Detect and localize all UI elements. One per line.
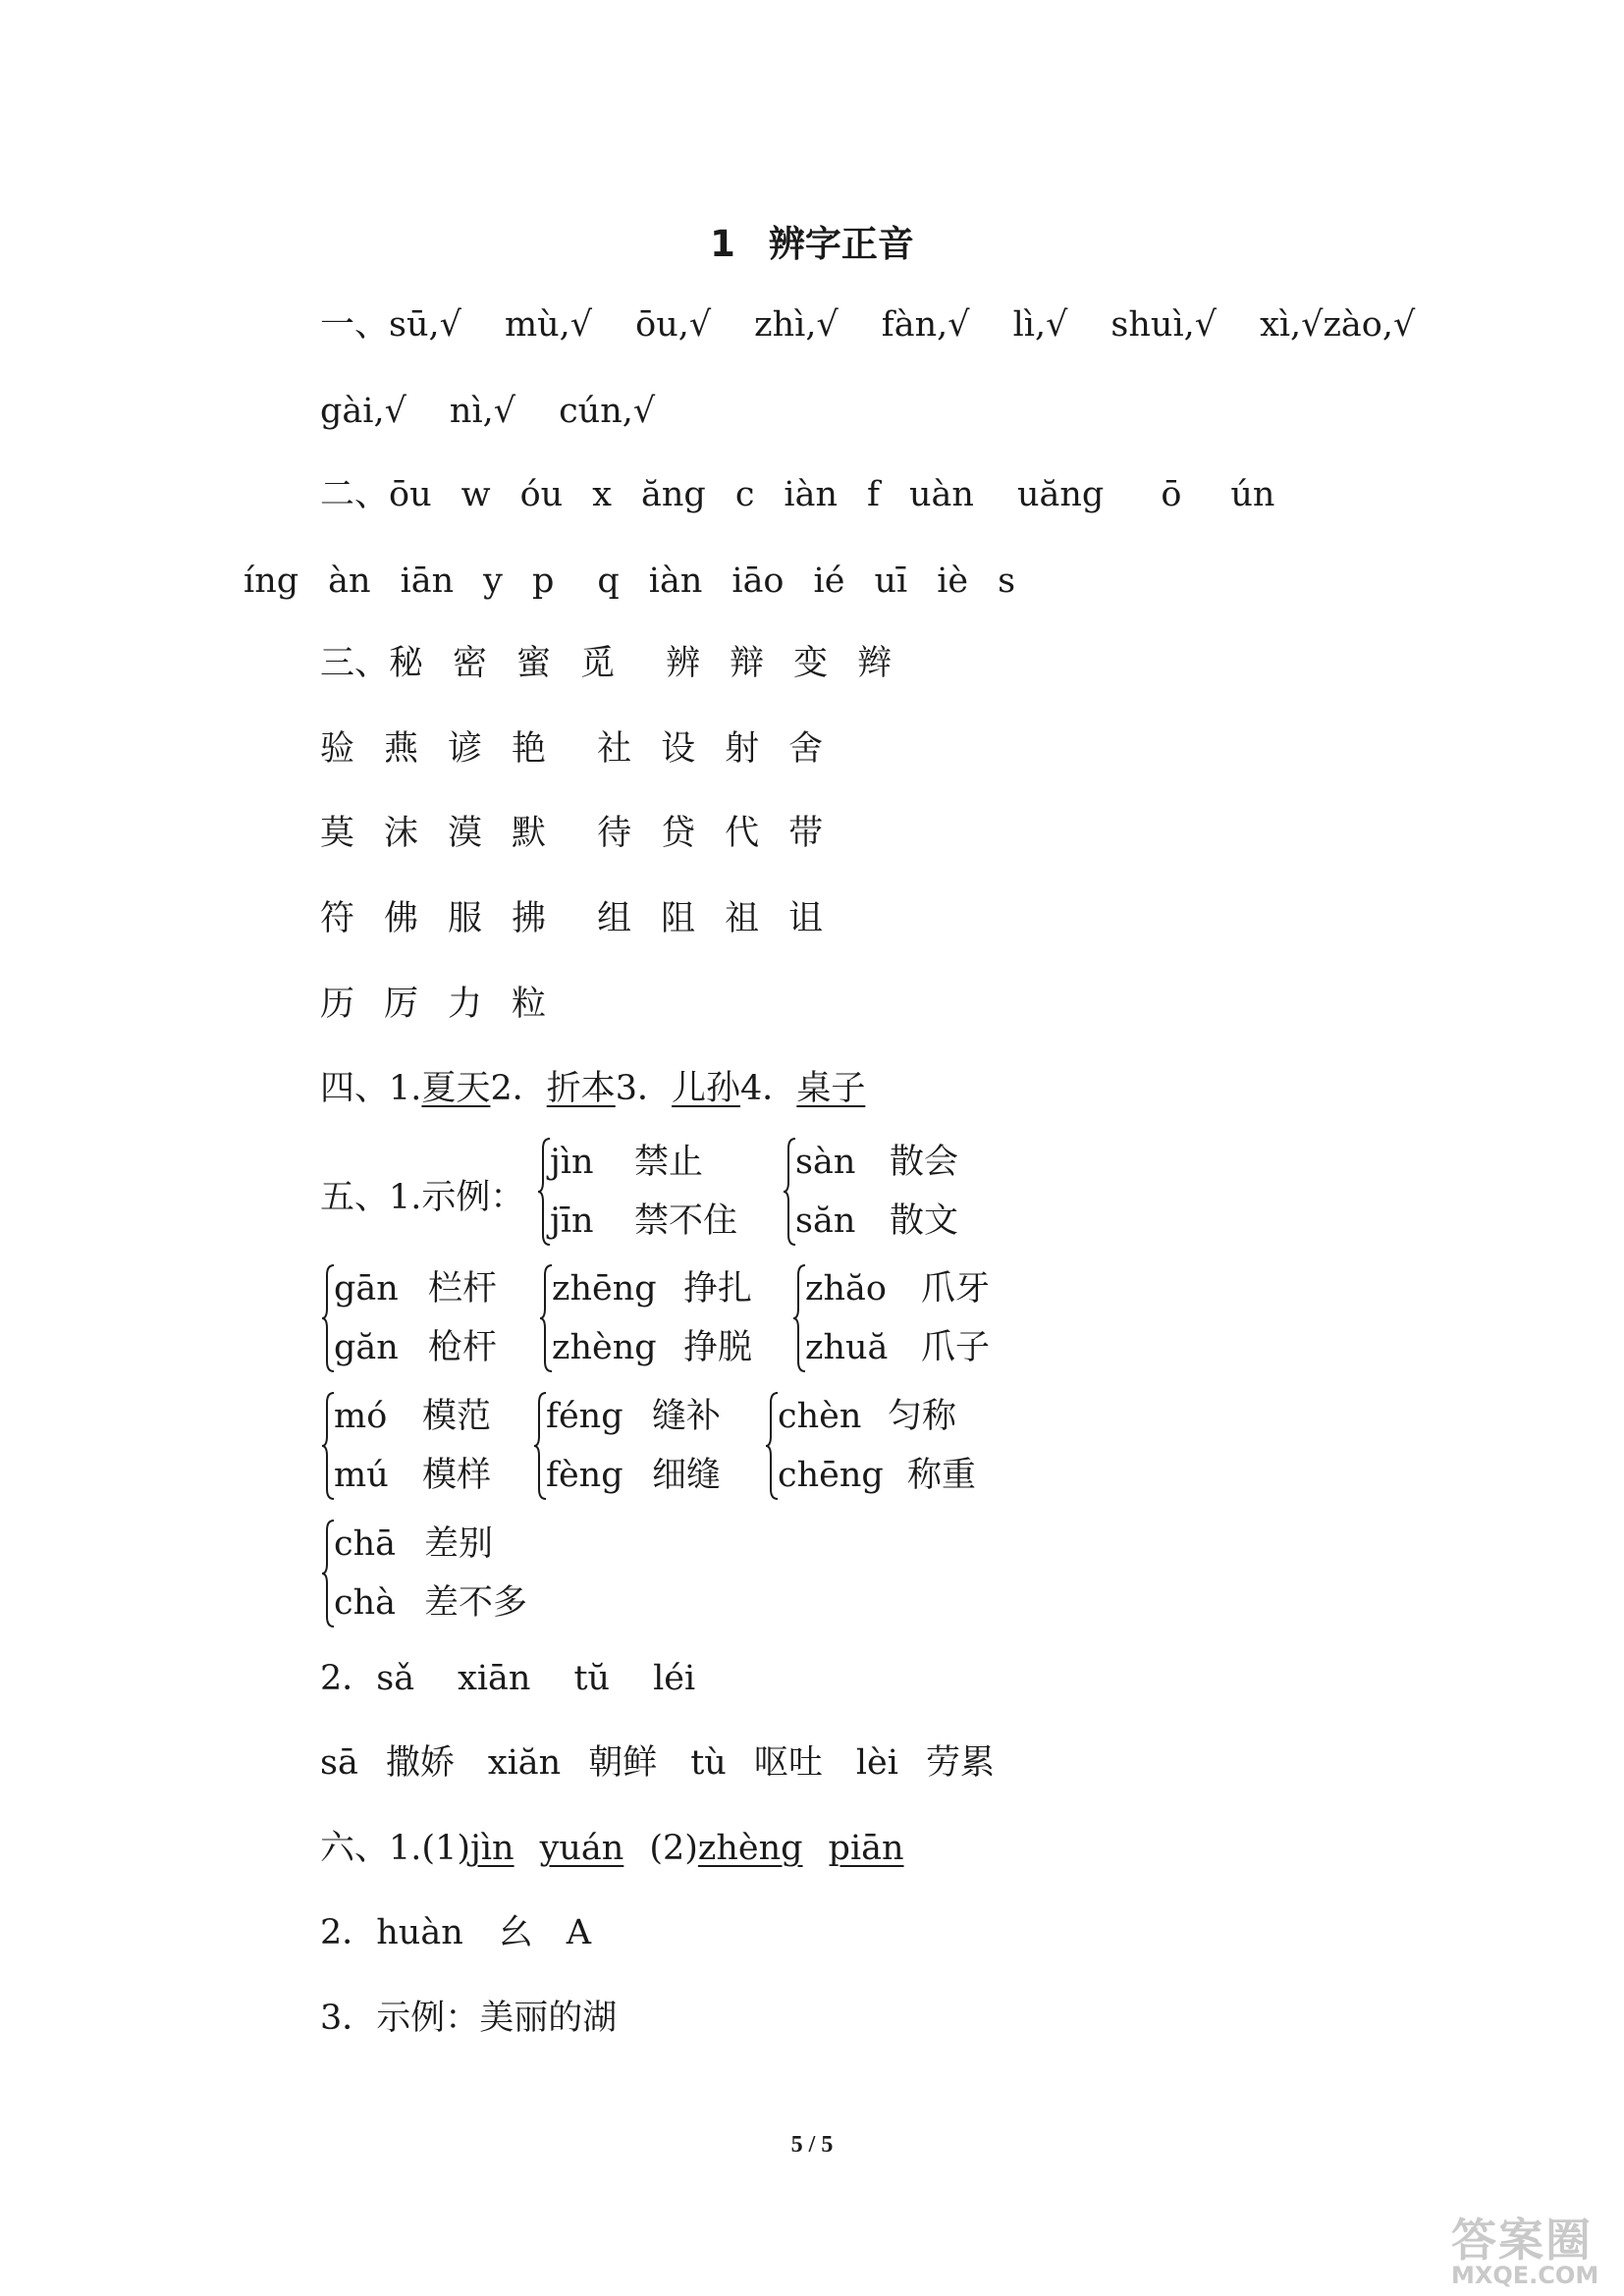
answer-item: y [483, 561, 503, 601]
answer-item: uăng [1016, 475, 1105, 514]
char: 燕 [384, 729, 419, 769]
pinyin: mú [334, 1456, 389, 1495]
answer-item: íng [244, 561, 299, 601]
word: 散会 [890, 1143, 959, 1182]
char: 辨 [666, 644, 701, 683]
char: 祖 [725, 899, 760, 938]
word: 模范 [422, 1397, 492, 1436]
underlined-answer: 桌子 [796, 1069, 866, 1108]
pinyin: zhēng [552, 1269, 657, 1308]
brace-icon [534, 1391, 548, 1501]
answer-item: A [566, 1913, 592, 1952]
section-6-q3 [320, 1996, 617, 2041]
word: 呕吐 [753, 1743, 823, 1783]
word: 匀称 [888, 1397, 957, 1436]
char: 组 [597, 899, 632, 938]
pinyin: jīn [550, 1201, 594, 1241]
q2-label: 2．huàn [320, 1913, 463, 1952]
section-5-prefix: 1.示例： [389, 1178, 525, 1217]
word: 称重 [907, 1456, 977, 1495]
watermark-logo: 答案圈 [1451, 2214, 1593, 2267]
char: 舍 [788, 729, 824, 769]
brace-icon [322, 1391, 336, 1501]
char: 莫 [320, 814, 355, 853]
polyphone-pair [795, 1133, 958, 1251]
char: 诅 [788, 899, 824, 938]
section-1-label: 一、 [320, 305, 390, 345]
pinyin: xiăn [487, 1743, 562, 1783]
brace-icon [540, 1263, 554, 1373]
answer-item: 幺 [498, 1913, 533, 1952]
answer-item: óu [519, 475, 564, 514]
word: 细缝 [652, 1456, 722, 1495]
polyphone-pair [546, 1387, 721, 1505]
char: 蜜 [516, 644, 552, 683]
char: 粒 [512, 985, 547, 1024]
item-number: 3． [615, 1069, 673, 1108]
section-3-label: 三、 [320, 644, 390, 683]
item-number: 2． [490, 1069, 547, 1108]
section-1-row-1 [320, 302, 1415, 347]
char: 贷 [661, 814, 696, 853]
answer-item: x [592, 475, 612, 514]
underlined-answer: zhèng [697, 1829, 803, 1868]
underlined-answer: piān [828, 1829, 904, 1868]
underlined-answer: jìn [470, 1829, 514, 1868]
brace-icon [322, 1519, 336, 1629]
answer-item: ăng [640, 475, 706, 514]
section-4 [320, 1066, 865, 1111]
char: 艳 [512, 729, 547, 769]
answer-item: w [460, 475, 491, 514]
polyphone-pair [334, 1259, 497, 1377]
word: 禁止 [634, 1143, 704, 1182]
char: 厉 [384, 985, 419, 1024]
q1-prefix: 1.(1) [389, 1829, 470, 1868]
char: 服 [448, 899, 483, 938]
item-number: 1. [389, 1069, 422, 1108]
pinyin: chā [334, 1524, 397, 1564]
pinyin: chà [334, 1583, 397, 1623]
answer-item: xiān [458, 1659, 531, 1698]
watermark-url: MXQE.COM [1451, 2262, 1599, 2289]
q1-sub-label: (2) [649, 1829, 698, 1868]
answer-item: cún,√ [559, 392, 656, 431]
word: 差别 [424, 1524, 494, 1564]
answer-item: uī [874, 561, 908, 601]
answer-item: shuì,√ [1110, 305, 1218, 345]
word: 枪杆 [428, 1328, 498, 1367]
char: 密 [453, 644, 488, 683]
answer-item: sū,√ [389, 305, 461, 345]
pinyin: féng [546, 1397, 623, 1436]
word: 缝补 [652, 1397, 722, 1436]
answer-item: ō [1161, 475, 1182, 514]
item-number: 4． [740, 1069, 797, 1108]
word: 差不多 [424, 1583, 528, 1623]
answer-item: iāo [731, 561, 785, 601]
pinyin: lèi [855, 1743, 898, 1783]
char: 沫 [384, 814, 419, 853]
answer-item: q [597, 561, 620, 601]
pinyin: zhăo [805, 1269, 887, 1308]
pinyin: gān [334, 1269, 399, 1308]
char: 验 [320, 729, 355, 769]
underlined-answer: 夏天 [421, 1069, 491, 1108]
char: 拂 [512, 899, 547, 938]
pinyin: găn [334, 1328, 399, 1367]
polyphone-pair [550, 1133, 737, 1251]
pinyin: jìn [550, 1143, 594, 1182]
q2-label: 2．sǎ [320, 1659, 415, 1698]
section-3-row-5 [320, 982, 546, 1027]
answer-item: nì,√ [449, 392, 516, 431]
pinyin: săn [795, 1201, 856, 1241]
section-5-label-line [320, 1175, 524, 1220]
pinyin: zhèng [552, 1328, 657, 1367]
section-6-label: 六、 [320, 1829, 390, 1868]
char: 默 [512, 814, 547, 853]
section-2-row-2 [244, 559, 1015, 604]
answer-item: ié [813, 561, 845, 601]
answer-item: tŭ [573, 1659, 611, 1698]
char: 力 [448, 985, 483, 1024]
section-5-q2-row-2 [320, 1740, 995, 1786]
answer-item: léi [653, 1659, 696, 1698]
answer-item: lì,√ [1012, 305, 1068, 345]
answer-item: iàn [784, 475, 839, 514]
answer-item: ōu [389, 475, 432, 514]
section-5-q2-row-1 [320, 1656, 695, 1701]
answer-item: zhì,√ [754, 305, 839, 345]
pinyin: tù [690, 1743, 727, 1783]
brace-icon [766, 1391, 780, 1501]
answer-item: gài,√ [320, 392, 406, 431]
word: 散文 [890, 1201, 959, 1241]
q3-label: 3．示例：美丽的湖 [320, 1999, 618, 2038]
char: 谚 [448, 729, 483, 769]
underlined-answer: yuán [539, 1829, 624, 1868]
word: 栏杆 [428, 1269, 498, 1308]
word: 挣脱 [683, 1328, 753, 1367]
pinyin: chēng [778, 1456, 884, 1495]
underlined-answer: 儿孙 [672, 1069, 741, 1108]
section-2-label: 二、 [320, 475, 390, 514]
section-6-q1 [320, 1826, 904, 1871]
polyphone-pair [805, 1259, 990, 1377]
brace-icon [784, 1137, 797, 1247]
page-number: 5 / 5 [790, 2132, 834, 2158]
answer-item: mù,√ [504, 305, 593, 345]
title-text: 辨字正音 [768, 223, 914, 265]
answer-item: xì,√zào,√ [1260, 305, 1416, 345]
word: 劳累 [925, 1743, 995, 1783]
char: 符 [320, 899, 355, 938]
char: 带 [788, 814, 824, 853]
answer-item: iàn [648, 561, 703, 601]
word: 朝鲜 [588, 1743, 658, 1783]
answer-item: c [734, 475, 755, 514]
brace-icon [538, 1137, 552, 1247]
pinyin: chèn [778, 1397, 862, 1436]
polyphone-pair [778, 1387, 976, 1505]
char: 秘 [389, 644, 424, 683]
section-5-label: 五、 [320, 1178, 390, 1217]
brace-icon [793, 1263, 807, 1373]
pinyin: zhuă [805, 1328, 889, 1367]
char: 设 [661, 729, 696, 769]
char: 辫 [857, 644, 893, 683]
section-6-q2 [320, 1910, 591, 1955]
answer-item: ōu,√ [635, 305, 712, 345]
section-3-row-1 [320, 641, 892, 686]
char: 觅 [580, 644, 616, 683]
answer-item: iān [400, 561, 455, 601]
polyphone-pair [334, 1515, 527, 1632]
char: 待 [597, 814, 632, 853]
answer-item: fàn,√ [881, 305, 970, 345]
char: 历 [320, 985, 355, 1024]
word: 爪子 [921, 1328, 991, 1367]
underlined-answer: 折本 [546, 1069, 616, 1108]
char: 阻 [661, 899, 696, 938]
watermark [1451, 2205, 1624, 2296]
pinyin: fèng [546, 1456, 623, 1495]
pinyin: mó [334, 1397, 388, 1436]
pinyin: sā [320, 1743, 358, 1783]
word: 撒娇 [385, 1743, 455, 1783]
answer-item: àn [328, 561, 371, 601]
word: 模样 [422, 1456, 492, 1495]
section-4-label: 四、 [320, 1069, 390, 1108]
answer-item: f [867, 475, 880, 514]
char: 射 [725, 729, 760, 769]
char: 辩 [730, 644, 765, 683]
pinyin: sàn [795, 1143, 856, 1182]
section-2-row-1 [320, 472, 1274, 517]
answer-item: iè [937, 561, 969, 601]
section-1-row-2 [320, 389, 655, 434]
word: 禁不住 [634, 1201, 738, 1241]
section-3-row-4 [320, 896, 823, 941]
answer-item: p [531, 561, 555, 601]
char: 代 [725, 814, 760, 853]
word: 爪牙 [921, 1269, 991, 1308]
char: 变 [793, 644, 829, 683]
char: 社 [597, 729, 632, 769]
char: 漠 [448, 814, 483, 853]
word: 挣扎 [683, 1269, 753, 1308]
section-3-row-3 [320, 811, 823, 856]
char: 佛 [384, 899, 419, 938]
section-3-row-2 [320, 726, 823, 772]
polyphone-pair [334, 1387, 491, 1505]
answer-item: ún [1230, 475, 1275, 514]
brace-icon [322, 1263, 336, 1373]
polyphone-pair [552, 1259, 752, 1377]
answer-item: uàn [909, 475, 974, 514]
answer-item: s [998, 561, 1016, 601]
page-title [0, 214, 1624, 267]
title-number: 1 [710, 223, 735, 265]
